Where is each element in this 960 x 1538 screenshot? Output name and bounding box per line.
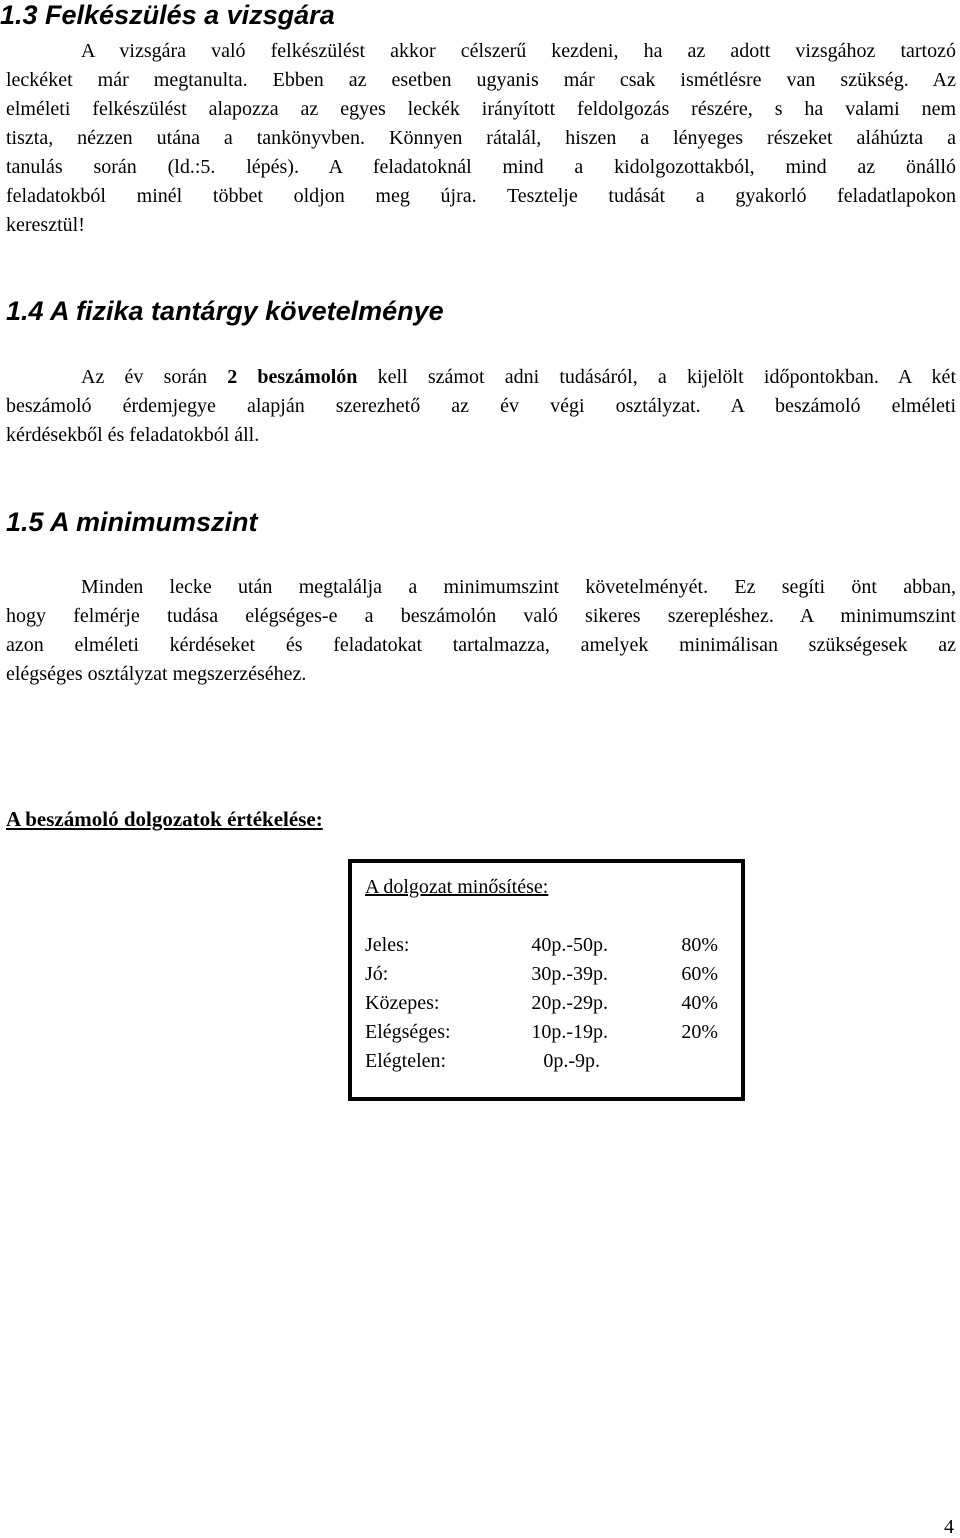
text-line: beszámoló érdemjegye alapján szerezhető az év végi osztályzat. A beszámoló elméleti (6, 395, 956, 417)
grade-name: Elégtelen: (365, 1050, 447, 1072)
text-line: elméleti felkészülést alapozza az egyes leckék irányított feldolgozás részére, s ha valami nem (6, 98, 956, 120)
text-line: feladatokból minél többet oldjon meg újra. Tesztelje tudását a gyakorló feladatlapokon (6, 185, 956, 207)
text-line: azon elméleti kérdéseket és feladatokat tartalmazza, amelyek minimálisan szükségesek az (6, 634, 956, 656)
text-run: kell számot adni tudásáról, a kijelölt időpontokban. A két (357, 366, 956, 388)
grade-row (352, 1047, 741, 1076)
heading-section-1-3: 1.3 Felkészülés a vizsgára (0, 0, 335, 30)
grade-percent: 20% (681, 1021, 718, 1043)
grade-row (352, 960, 741, 989)
grade-percent: 60% (681, 963, 718, 985)
grade-name: Jó: (365, 963, 389, 985)
grade-row (352, 931, 741, 960)
text-line: A vizsgára való felkészülést akkor célszerű kezdeni, ha az adott vizsgához tartozó (81, 40, 956, 62)
grade-points: 20p.-29p. (531, 992, 608, 1014)
emphasis-text: 2 beszámolón (227, 366, 358, 388)
text-line: tanulás során (ld.:5. lépés). A feladatoknál mind a kidolgozottakból, mind az önálló (6, 156, 956, 178)
grading-box-title: A dolgozat minősítése: (365, 876, 549, 898)
grade-row (352, 989, 741, 1018)
text-line: leckéket már megtanulta. Ebben az esetben ugyanis már csak ismétlésre van szükség. Az (6, 69, 956, 91)
page-number: 4 (944, 1516, 954, 1538)
grade-name: Jeles: (365, 934, 410, 956)
evaluation-title: A beszámoló dolgozatok értékelése: (6, 807, 323, 831)
paragraph-section-1-4 (6, 363, 956, 450)
grade-row (352, 1018, 741, 1047)
heading-section-1-5: 1.5 A minimumszint (6, 507, 258, 537)
grade-percent: 80% (681, 934, 718, 956)
text-line: elégséges osztályzat megszerzéséhez. (6, 663, 307, 685)
paragraph-section-1-5 (6, 573, 956, 689)
text-run: Az év során (81, 366, 228, 388)
grading-box (348, 859, 745, 1101)
grade-name: Elégséges: (365, 1021, 451, 1043)
grade-points: 10p.-19p. (531, 1021, 608, 1043)
text-line: kérdésekből és feladatokból áll. (6, 424, 260, 446)
text-line: tiszta, nézzen utána a tankönyvben. Könnyen rátalál, hiszen a lényeges részeket aláhúzta a (6, 127, 956, 149)
text-line: Minden lecke után megtalálja a minimumszint követelményét. Ez segíti önt abban, (81, 576, 956, 598)
grade-points: 0p.-9p. (543, 1050, 600, 1072)
text-line (6, 363, 956, 392)
grade-points: 30p.-39p. (531, 963, 608, 985)
text-line: keresztül! (6, 214, 85, 236)
text-line: hogy felmérje tudása elégséges-e a beszámolón való sikeres szerepléshez. A minimumszint (6, 605, 956, 627)
grade-name: Közepes: (365, 992, 440, 1014)
grade-percent: 40% (681, 992, 718, 1014)
heading-section-1-4: 1.4 A fizika tantárgy követelménye (6, 296, 444, 326)
grade-points: 40p.-50p. (531, 934, 608, 956)
paragraph-section-1-3 (6, 37, 956, 240)
